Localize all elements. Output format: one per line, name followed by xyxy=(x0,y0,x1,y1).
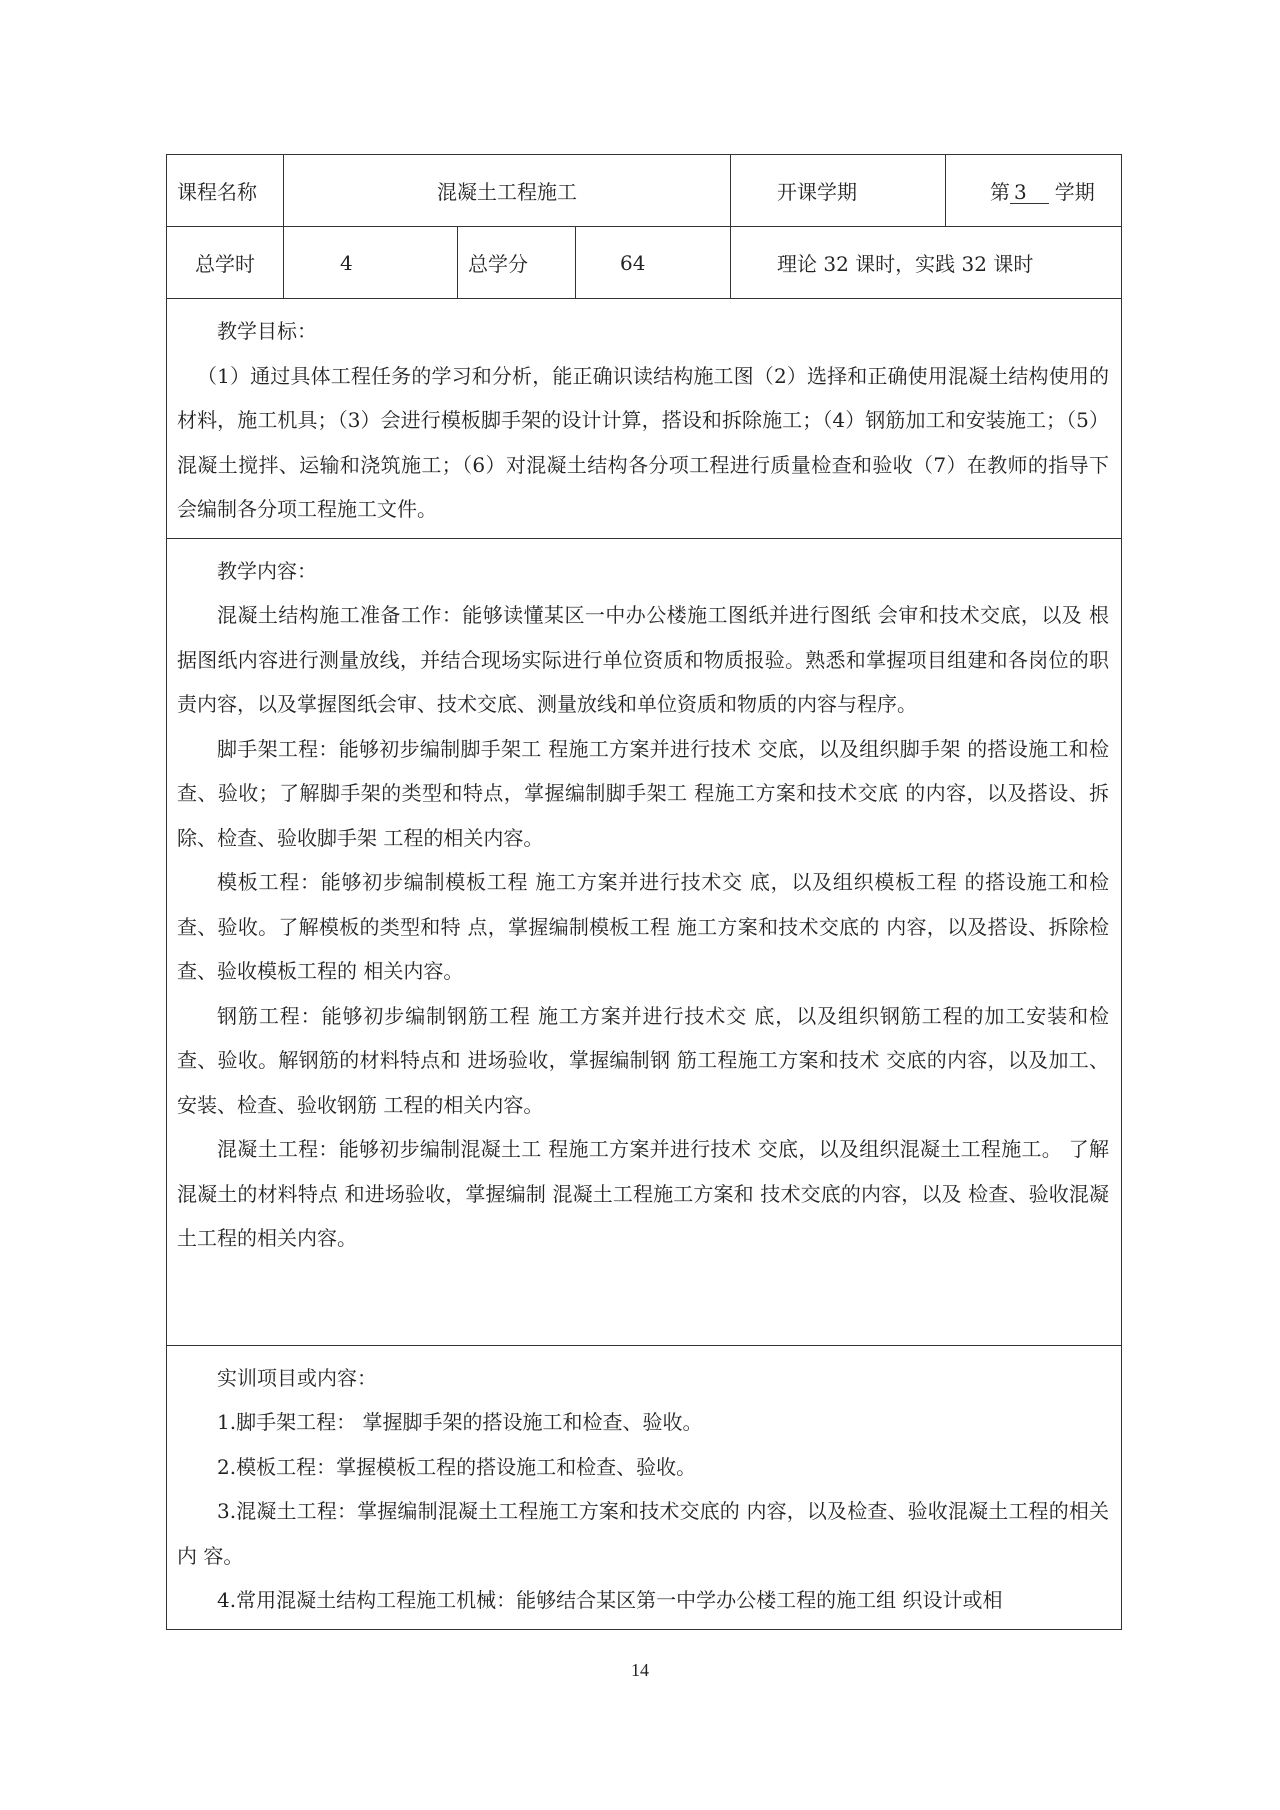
course-name-value: 混凝土工程施工 xyxy=(284,155,731,227)
semester-suffix: 学期 xyxy=(1054,180,1095,204)
training-heading: 实训项目或内容： xyxy=(217,1365,377,1390)
total-credits-label: 总学分 xyxy=(458,227,576,299)
total-hours-value: 4 xyxy=(284,227,458,299)
course-name-label: 课程名称 xyxy=(167,155,284,227)
total-hours-label: 总学时 xyxy=(167,227,284,299)
course-name-row xyxy=(167,155,1122,227)
content-paragraph: 钢筋工程：能够初步编制钢筋工程 施工方案并进行技术交 底，以及组织钢筋工程的加工安装和检查、验收。解钢筋的材料特点和 进场验收，掌握编制钢 筋工程施工方案和技术 交底的内容，以及加工、 安装、检查、验收钢筋 工程的相关内容。 xyxy=(177,1003,1109,1117)
training-item: 3.混凝土工程：掌握编制混凝土工程施工方案和技术交底的 内容，以及检查、验收混凝土工程的相关内 容。 xyxy=(177,1499,1109,1568)
training-item: 2.模板工程：掌握模板工程的搭设施工和检查、验收。 xyxy=(217,1454,697,1479)
total-credits-value: 64 xyxy=(576,227,731,299)
objectives-row xyxy=(167,299,1122,539)
hours-breakdown: 理论 32 课时，实践 32 课时 xyxy=(731,227,1122,299)
content-heading: 教学内容： xyxy=(217,558,317,583)
objectives-heading: 教学目标： xyxy=(217,319,317,343)
training-item: 4.常用混凝土结构工程施工机械：能够结合某区第一中学办公楼工程的施工组 织设计或相 xyxy=(217,1588,1003,1612)
content-row xyxy=(167,538,1122,1345)
objectives-text: （1）通过具体工程任务的学习和分析，能正确识读结构施工图（2）选择和正确使用混凝土结构使用的材料，施工机具；（3）会进行模板脚手架的设计计算，搭设和拆除施工；（4）钢筋加工和安装施工；（5）混凝土搅拌、运输和浇筑施工；（6）对混凝土结构各分项工程进行质量检查和验收（7）在教师的指导下会编制各分项工程施工文件。 xyxy=(177,363,1109,521)
course-info-table xyxy=(166,154,1122,1630)
semester-number: 3 xyxy=(1010,181,1049,204)
semester-label: 开课学期 xyxy=(731,155,946,227)
training-item: 1.脚手架工程： 掌握脚手架的搭设施工和检查、验收。 xyxy=(217,1410,703,1434)
content-cell xyxy=(167,538,1122,1345)
content-paragraph: 混凝土工程：能够初步编制混凝土工 程施工方案并进行技术 交底，以及组织混凝土工程施工。 了解混凝土的材料特点 和进场验收，掌握编制 混凝土工程施工方案和 技术交底的内容，以及 检查、验收混凝土工程的相关内容。 xyxy=(177,1137,1109,1250)
content-paragraph: 模板工程：能够初步编制模板工程 施工方案并进行技术交 底，以及组织模板工程 的搭设施工和检查、验收。了解模板的类型和特 点，掌握编制模板工程 施工方案和技术交底的 内容，以及搭设、拆除检查、验收模板工程的 相关内容。 xyxy=(177,870,1109,983)
training-cell xyxy=(167,1345,1122,1629)
hours-row xyxy=(167,227,1122,299)
semester-value xyxy=(946,155,1122,227)
page-number: 14 xyxy=(631,1660,649,1680)
content-paragraph: 脚手架工程：能够初步编制脚手架工 程施工方案并进行技术 交底，以及组织脚手架 的搭设施工和检查、验收；了解脚手架的类型和特点，掌握编制脚手架工 程施工方案和技术交底 的内容，以及搭设、拆除、检查、验收脚手架 工程的相关内容。 xyxy=(177,736,1109,850)
semester-prefix: 第 xyxy=(990,180,1010,204)
content-paragraph: 混凝土结构施工准备工作：能够读懂某区一中办公楼施工图纸并进行图纸 会审和技术交底，以及 根据图纸内容进行测量放线，并结合现场实际进行单位资质和物质报验。熟悉和掌握项目组建和各岗位的职责内容，以及掌握图纸会审、技术交底、测量放线和单位资质和物质的内容与程序。 xyxy=(177,603,1109,716)
training-row xyxy=(167,1345,1122,1629)
objectives-cell xyxy=(167,299,1122,539)
